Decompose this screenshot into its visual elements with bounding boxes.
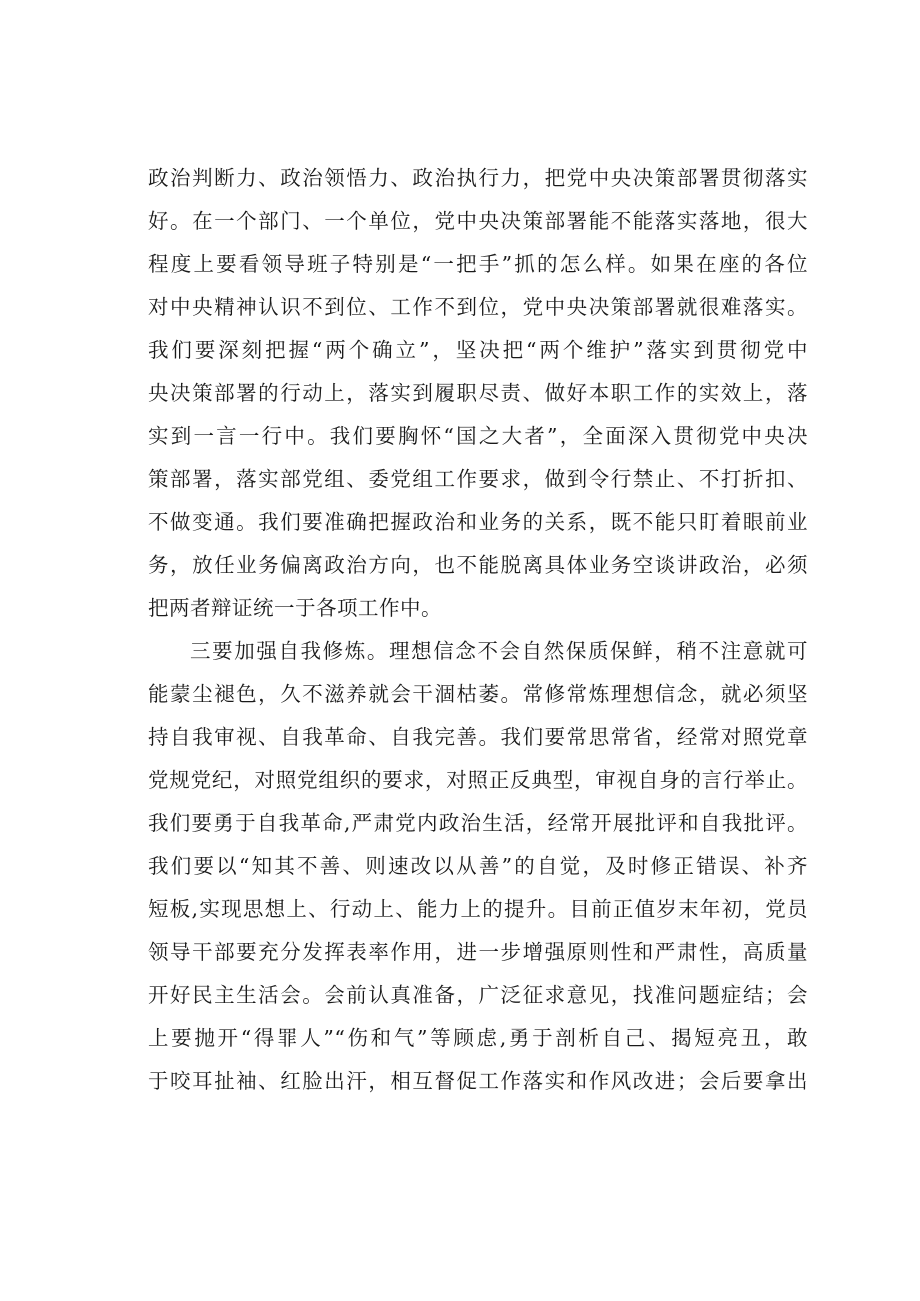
text-line: 不做变通。我们要准确把握政治和业务的关系，既不能只盯着眼前业 xyxy=(148,510,808,534)
body-text xyxy=(148,157,808,1103)
text-line: 把两者辩证统一于各项工作中。 xyxy=(148,596,442,620)
text-line: 三要加强自我修炼。理想信念不会自然保质保鲜，稍不注意就可 xyxy=(190,639,808,663)
text-line: 我们要深刻把握“两个确立”，坚决把“两个维护”落实到贯彻党中 xyxy=(148,338,808,362)
text-line: 策部署，落实部党组、委党组工作要求，做到令行禁止、不打折扣、 xyxy=(148,467,808,491)
paragraph-2 xyxy=(148,630,808,1103)
text-line: 好。在一个部门、一个单位，党中央决策部署能不能落实落地，很大 xyxy=(148,209,808,233)
text-line: 开好民主生活会。会前认真准备，广泛征求意见，找准问题症结；会 xyxy=(148,983,808,1007)
text-line: 能蒙尘褪色，久不滋养就会干涸枯萎。常修常炼理想信念，就必须坚 xyxy=(148,682,808,706)
text-line: 上要抛开“得罪人”“伤和气”等顾虑,勇于剖析自己、揭短亮丑，敢 xyxy=(148,1026,808,1050)
text-line: 政治判断力、政治领悟力、政治执行力，把党中央决策部署贯彻落实 xyxy=(148,166,808,190)
text-line: 程度上要看领导班子特别是“一把手”抓的怎么样。如果在座的各位 xyxy=(148,252,808,276)
text-line: 务，放任业务偏离政治方向，也不能脱离具体业务空谈讲政治，必须 xyxy=(148,553,808,577)
paragraph-1 xyxy=(148,157,808,630)
text-line: 短板,实现思想上、行动上、能力上的提升。目前正值岁末年初，党员 xyxy=(148,897,808,921)
text-line: 我们要勇于自我革命,严肃党内政治生活，经常开展批评和自我批评。 xyxy=(148,811,808,835)
text-line: 央决策部署的行动上，落实到履职尽责、做好本职工作的实效上，落 xyxy=(148,381,808,405)
text-line: 我们要以“知其不善、则速改以从善”的自觉，及时修正错误、补齐 xyxy=(148,854,808,878)
text-line: 对中央精神认识不到位、工作不到位，党中央决策部署就很难落实。 xyxy=(148,295,808,319)
text-line: 党规党纪，对照党组织的要求，对照正反典型，审视自身的言行举止。 xyxy=(148,768,808,792)
text-line: 领导干部要充分发挥表率作用，进一步增强原则性和严肃性，高质量 xyxy=(148,940,808,964)
text-line: 实到一言一行中。我们要胸怀“国之大者”，全面深入贯彻党中央决 xyxy=(148,424,808,448)
text-line: 持自我审视、自我革命、自我完善。我们要常思常省，经常对照党章 xyxy=(148,725,808,749)
text-line: 于咬耳扯袖、红脸出汗，相互督促工作落实和作风改进；会后要拿出 xyxy=(148,1069,808,1093)
